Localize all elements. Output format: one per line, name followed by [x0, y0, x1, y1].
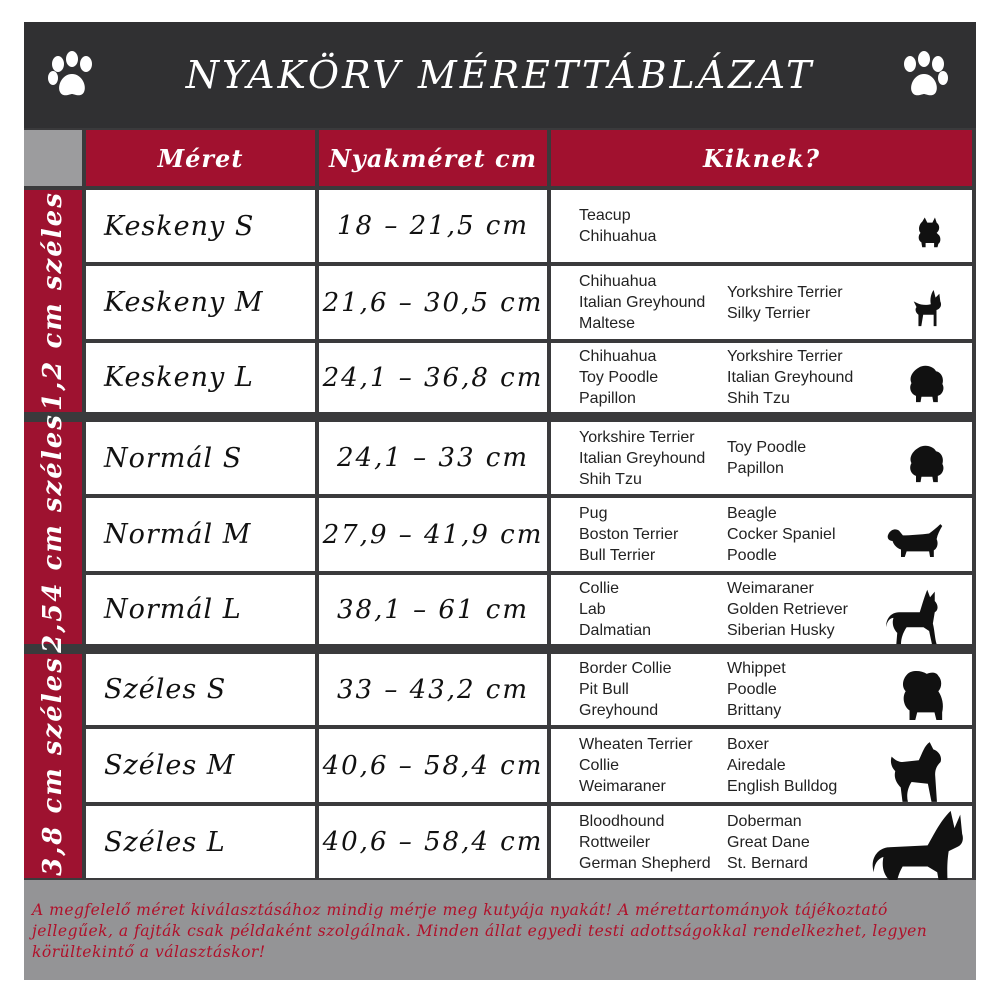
breed-list [727, 498, 836, 571]
breed-list [579, 575, 651, 644]
breed-name: Greyhound [579, 702, 659, 719]
breeds-cell [551, 654, 972, 725]
breed-name: German Shepherd [579, 854, 711, 872]
breed-name: Shih Tzu [727, 390, 790, 407]
corner-cell [24, 130, 82, 186]
fluffy-dog-icon [906, 363, 946, 405]
breed-name: Airedale [727, 757, 786, 774]
breed-list [579, 190, 656, 262]
pitbull-icon [888, 736, 946, 808]
breed-name: Dalmatian [579, 622, 652, 639]
breed-name: Collie [579, 580, 620, 597]
breed-name: Wheaten Terrier [579, 736, 693, 753]
footer [24, 880, 976, 980]
breeds-cell [551, 575, 972, 644]
breed-name: Chihuahua [579, 348, 657, 365]
size-cell: Keskeny S [86, 190, 315, 262]
breeds-cell [551, 343, 972, 412]
paw-icon [46, 50, 98, 102]
breeds-cell [551, 266, 972, 339]
breed-name: Chihuahua [579, 273, 657, 290]
neck-size-cell: 27,9 – 41,9 cm [319, 498, 547, 571]
neck-size-cell: 21,6 – 30,5 cm [319, 266, 547, 339]
group-label-normal: 2,54 cm széles [24, 422, 82, 644]
breed-name: Bloodhound [579, 812, 665, 830]
breed-name: Siberian Husky [727, 622, 835, 639]
breed-name: Italian Greyhound [579, 294, 706, 311]
breeds-cell [551, 806, 972, 878]
breed-name: Silky Terrier [727, 304, 811, 322]
breed-name: Lab [579, 601, 606, 618]
breed-list [727, 266, 843, 339]
size-cell: Normál M [86, 498, 315, 571]
breed-name: Collie [579, 757, 620, 774]
breed-list [727, 729, 837, 802]
breed-name: Golden Retriever [727, 601, 848, 618]
breed-list [727, 654, 786, 725]
breed-name: Teacup [579, 207, 631, 224]
shepherd-dog-icon [886, 584, 946, 648]
size-cell: Széles M [86, 729, 315, 802]
breed-name: Weimaraner [727, 580, 814, 597]
column-header-neck: Nyakméret cm [319, 130, 547, 186]
breed-name: Cocker Spaniel [727, 526, 836, 543]
breed-name: Brittany [727, 702, 782, 719]
breed-name: English Bulldog [727, 778, 838, 795]
breed-name: Yorkshire Terrier [579, 428, 695, 446]
neck-size-cell: 38,1 – 61 cm [319, 575, 547, 644]
size-cell: Széles L [86, 806, 315, 878]
paw-icon [898, 50, 950, 102]
group-label-wide: 3,8 cm széles [24, 654, 82, 878]
breed-name: Boston Terrier [579, 526, 679, 543]
breed-name: Yorkshire Terrier [727, 348, 843, 365]
size-cell: Normál L [86, 575, 315, 644]
header [24, 22, 976, 128]
breed-name: Yorkshire Terrier [727, 283, 843, 301]
breed-name: Pug [579, 505, 608, 522]
breed-name: Poodle [727, 681, 777, 698]
breed-list [727, 343, 853, 412]
breeds-cell [551, 190, 972, 262]
breed-name: Papillon [579, 390, 636, 407]
size-cell: Széles S [86, 654, 315, 725]
breed-name: Doberman [727, 812, 802, 830]
column-header-size: Méret [86, 130, 315, 186]
breed-name: Whippet [727, 660, 786, 677]
breed-name: Border Collie [579, 660, 672, 677]
breed-name: Chihuahua [579, 228, 657, 245]
neck-size-cell: 18 – 21,5 cm [319, 190, 547, 262]
breed-list [579, 654, 671, 725]
breed-name: Weimaraner [579, 778, 666, 795]
neck-size-cell: 24,1 – 33 cm [319, 422, 547, 494]
breed-name: Italian Greyhound [727, 369, 854, 386]
neck-size-cell: 40,6 – 58,4 cm [319, 806, 547, 878]
breed-list [579, 266, 705, 339]
disclaimer-note: A megfelelő méret kiválasztásához mindig mérje meg kutyája nyakát! A mérettartományok tájékoztató jellegűek, a fajták csak példaként szolgálnak. Minden állat egyedi testi adottságokkal rendelkezhet, legyen körültekintő a választáskor! [32, 901, 928, 961]
size-cell: Keskeny M [86, 266, 315, 339]
breed-list [579, 729, 693, 802]
size-cell: Keskeny L [86, 343, 315, 412]
column-header-for-whom: Kiknek? [551, 130, 972, 186]
group-label-narrow: 1,2 cm széles [24, 190, 82, 412]
breeds-cell [551, 422, 972, 494]
neck-size-cell: 24,1 – 36,8 cm [319, 343, 547, 412]
breed-name: Great Dane [727, 833, 810, 851]
breed-list [579, 806, 711, 878]
page-title: NYAKÖRV MÉRETTÁBLÁZAT [185, 53, 815, 97]
breed-list [579, 343, 658, 412]
breed-name: Rottweiler [579, 833, 651, 851]
breed-list [727, 806, 810, 878]
breed-name: St. Bernard [727, 854, 808, 872]
chihuahua-icon [908, 287, 946, 331]
breed-name: Shih Tzu [579, 470, 642, 488]
breed-name: Toy Poodle [579, 369, 659, 386]
breed-list [579, 422, 705, 494]
breed-name: Beagle [727, 505, 777, 522]
neck-size-cell: 40,6 – 58,4 cm [319, 729, 547, 802]
breed-name: Pit Bull [579, 681, 629, 698]
breed-list [727, 575, 848, 644]
breeds-cell [551, 729, 972, 802]
breed-name: Maltese [579, 315, 636, 332]
neck-size-cell: 33 – 43,2 cm [319, 654, 547, 725]
fluffy-dog-icon [906, 443, 946, 485]
breeds-cell [551, 498, 972, 571]
breed-name: Poodle [727, 547, 777, 564]
breed-list [727, 422, 806, 494]
small-dog-icon [912, 215, 946, 249]
size-cell: Normál S [86, 422, 315, 494]
breed-name: Bull Terrier [579, 547, 656, 564]
breed-name: Papillon [727, 460, 784, 477]
breed-list [579, 498, 678, 571]
breed-name: Boxer [727, 736, 769, 753]
breed-name: Toy Poodle [727, 439, 807, 456]
bulldog-icon [898, 670, 946, 722]
dachshund-icon [886, 521, 946, 561]
breed-name: Italian Greyhound [579, 449, 706, 467]
